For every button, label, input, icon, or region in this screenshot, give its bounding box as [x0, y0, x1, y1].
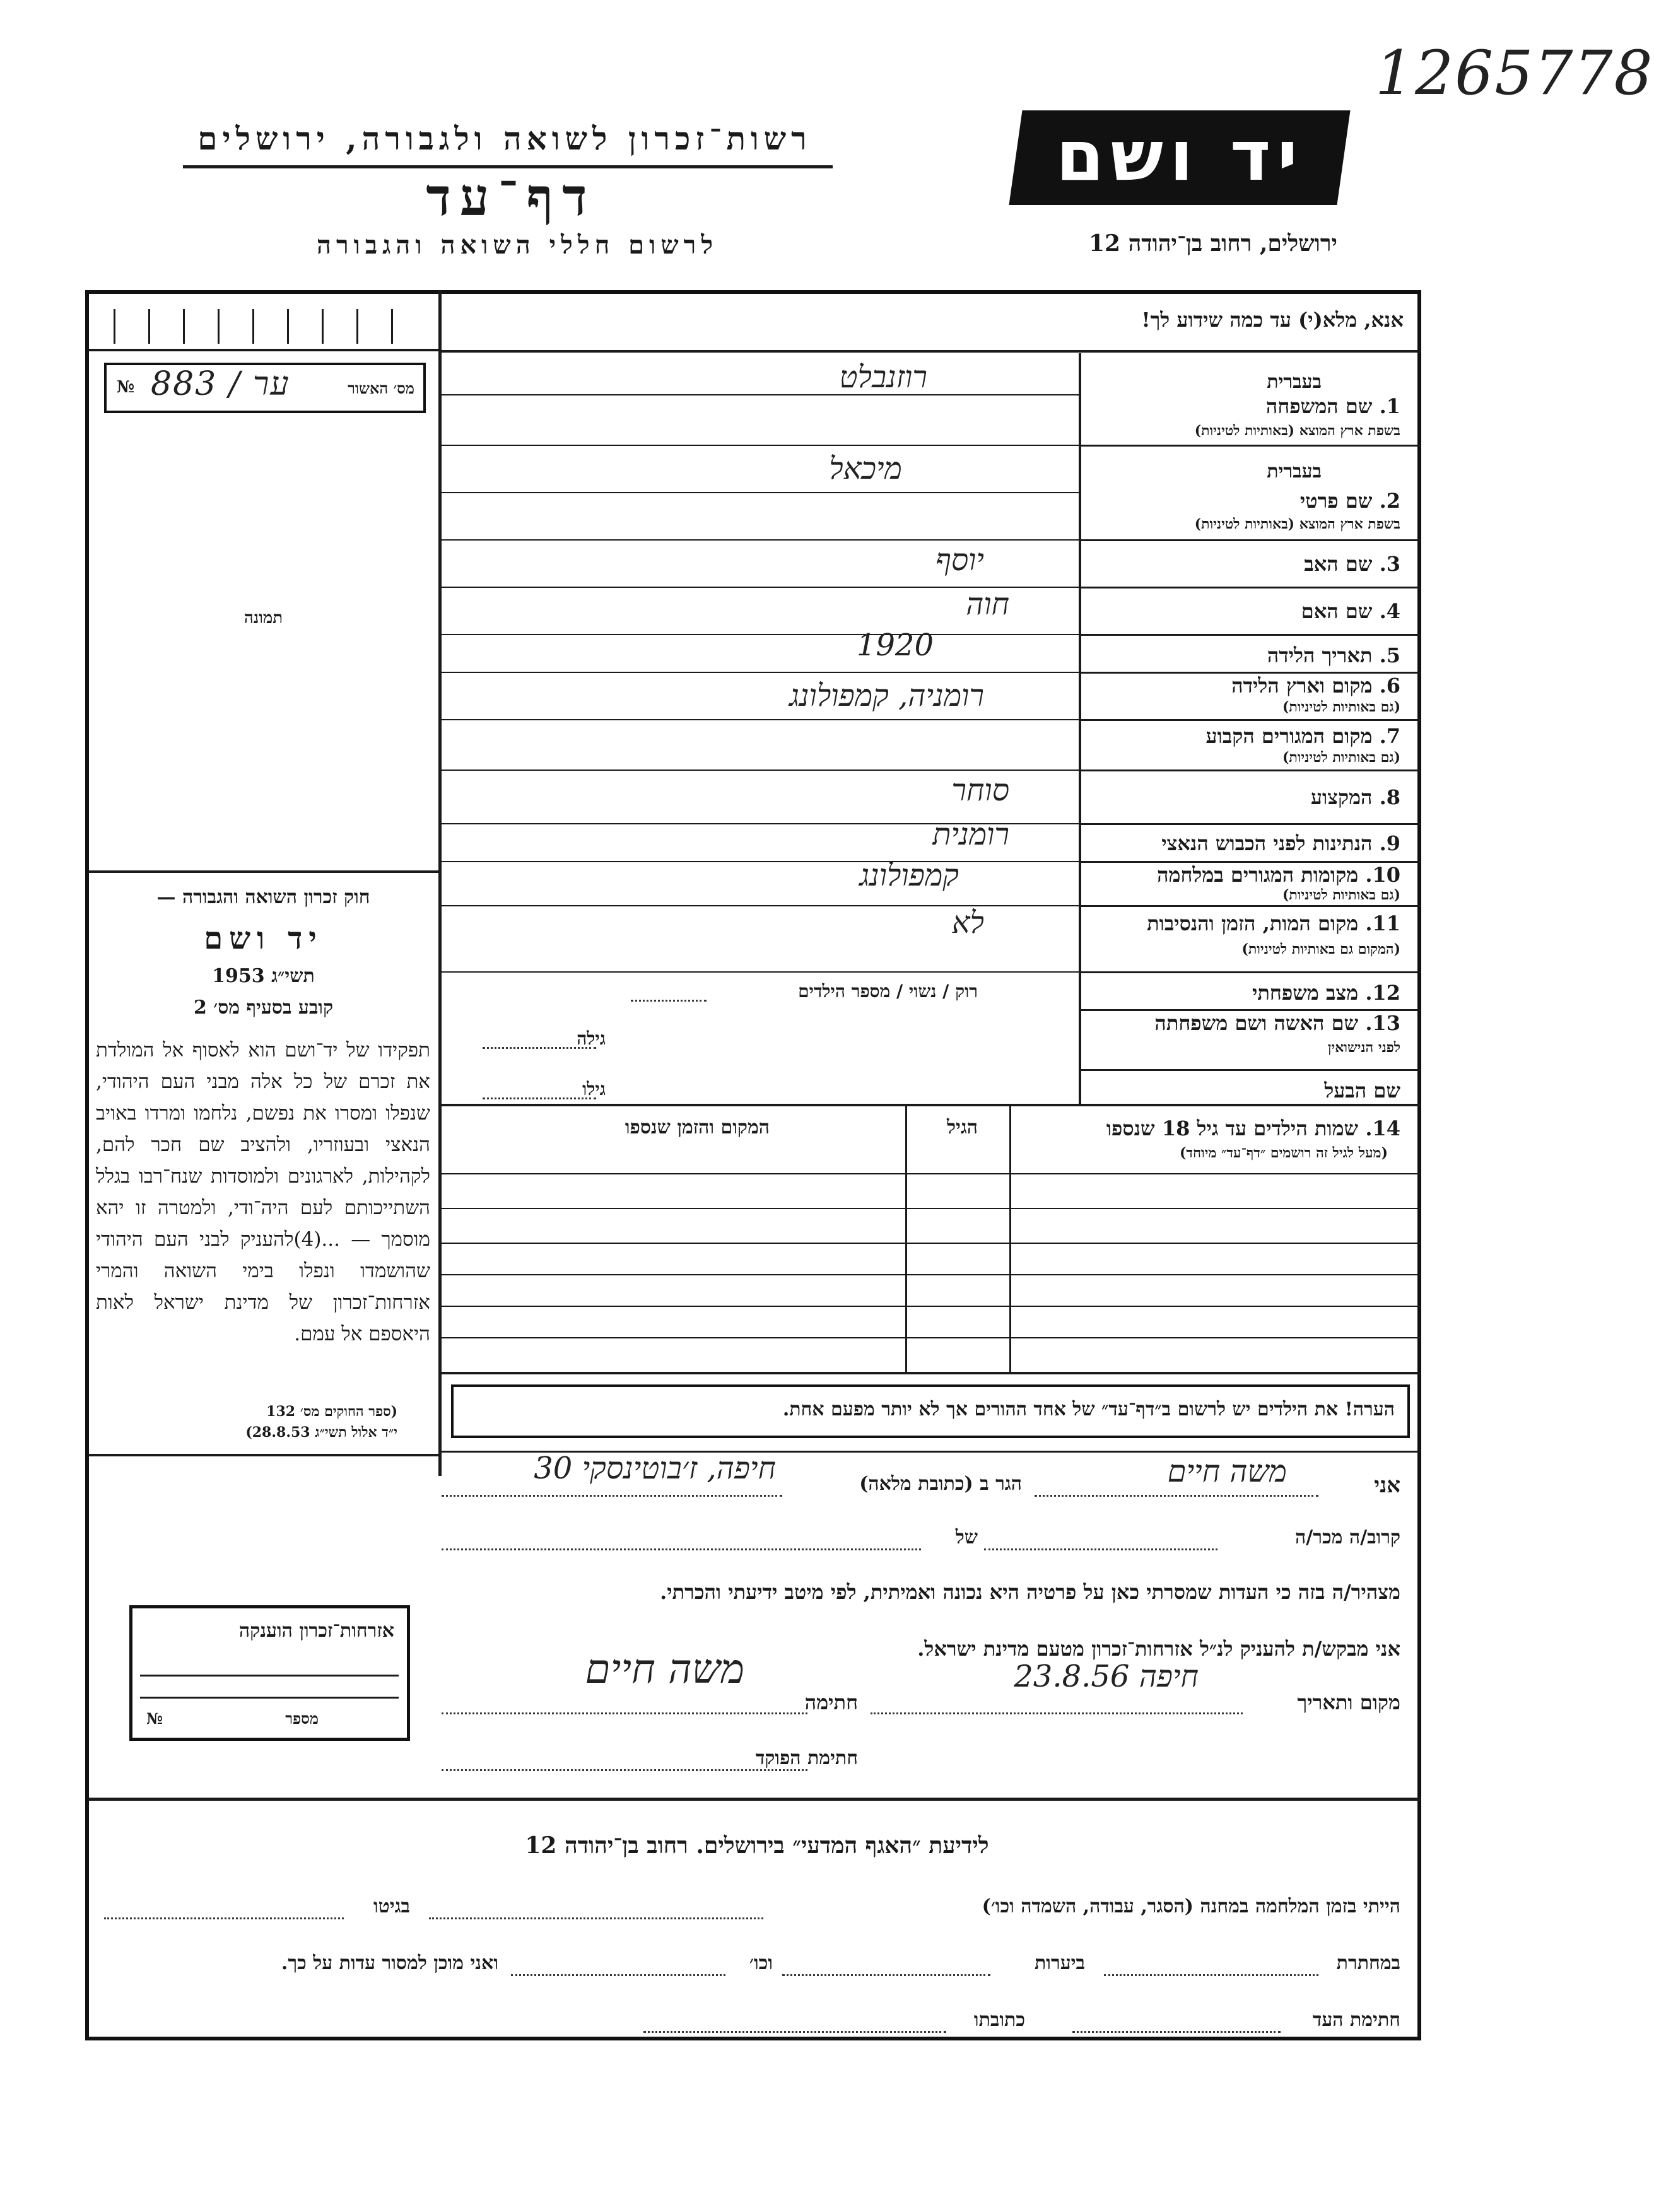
children-top-rule [438, 1104, 1421, 1106]
father-name-value[interactable]: יוסף [935, 542, 984, 578]
yad-vashem-logo [1009, 110, 1350, 205]
ghetto-label: בגיטו [373, 1895, 410, 1917]
entry-rule [442, 861, 1079, 862]
law-bottom-rule [88, 1454, 442, 1456]
certificate-title: אזרחות־זכרון הוענקה [238, 1620, 394, 1642]
wife-age-line[interactable] [483, 1047, 596, 1049]
field-3-label: 3. שם האב [1304, 552, 1400, 576]
relative-label: קרוב/ה מכר/ה [1295, 1526, 1400, 1548]
field-7-sub: (גם באותיות לטיניות) [1282, 749, 1400, 766]
column-place-time-header: המקום והזמן שנספו [625, 1116, 770, 1138]
law-ref-1: (ספר החוקים מס׳ 132 [266, 1403, 397, 1420]
row-sep [1079, 770, 1421, 771]
row-sep [1079, 445, 1421, 447]
form-intro: אנא, מלא(י) עד כמה שידוע לך! [1141, 308, 1404, 332]
certificate-no-symbol: № [146, 1709, 163, 1728]
law-text: תפקידו של יד־ושם הוא לאסוף אל המולדת את זכרם של כל אלה מבני העם היהודי, שנפלו ומסרו את נפשם, נלחמו ומרדו באויב הנאצי ובעוזריו, ולהציב שם חכר להם, לקהילות, לארגונים ולמוסדות שנח־רבו בגלל השתייכותם לעם היה־ודי, ולמטרה זו יהא מוסמך — ...(4)להעניק לבני העם היהודי שהושמדו ונפלו בימי השואה והמרי אזרחות־זכרון של מדינת ישראל לאות היאספם אל עמם. [96, 1039, 430, 1345]
witness-signature-line[interactable] [1072, 2031, 1281, 2033]
certificate-box [129, 1605, 410, 1741]
children-row-line [442, 1337, 1421, 1338]
row-sep [1079, 719, 1421, 721]
children-count-line[interactable] [631, 1000, 707, 1002]
declarant-name-line[interactable] [1035, 1495, 1318, 1497]
logo-text: יד ושם [1055, 115, 1304, 196]
profession-value[interactable]: סוחר [951, 773, 1009, 808]
photo-label: תמונה [243, 609, 283, 628]
note-text: הערה! את הילדים יש לרשום ב״דף־עד״ של אחד ההורים אך לא יותר מפעם אחת. [782, 1398, 1395, 1420]
label-column-divider [1079, 353, 1081, 1104]
field-8-label: 8. המקצוע [1310, 785, 1400, 809]
children-name-col [1009, 1104, 1011, 1372]
of-line[interactable] [442, 1548, 921, 1550]
family-name-value[interactable]: רוזנבלט [839, 360, 927, 395]
signature-line[interactable] [442, 1712, 807, 1714]
entry-rule [442, 672, 1079, 673]
footer-rule [88, 1798, 1421, 1801]
row-sep [1079, 905, 1421, 907]
children-row-line [442, 1243, 1421, 1244]
approval-box [104, 363, 426, 413]
birth-date-value[interactable]: 1920 [856, 628, 934, 663]
children-row-line [442, 1274, 1421, 1275]
row-sep [1079, 539, 1421, 541]
officer-signature-line[interactable] [442, 1769, 807, 1771]
row-sep [1079, 971, 1421, 973]
children-row-line [442, 1173, 1421, 1174]
declarant-name-value[interactable]: משה חיים [1167, 1454, 1287, 1489]
family-status-options: רוק / נשוי / מספר הילדים [798, 981, 978, 1002]
field-9-label: 9. הנתינות לפני הכבוש הנאצי [1161, 831, 1400, 855]
entry-rule [442, 971, 1079, 973]
field-6-label: 6. מקום וארץ הלידה [1231, 674, 1400, 698]
ghetto-line[interactable] [104, 1917, 344, 1919]
law-clause: קובע בסעיף מס׳ 2 [193, 997, 334, 1019]
underground-label: במחתרת [1336, 1952, 1400, 1974]
children-age-col [905, 1104, 907, 1372]
place-date-label: מקום ותאריך [1297, 1690, 1400, 1714]
death-place-value[interactable]: לא [951, 905, 984, 940]
residing-label: הגר ב (כתובת מלאה) [859, 1473, 1022, 1495]
field-12-label: 12. מצב משפחתי [1252, 981, 1400, 1005]
field-14-label: 14. שמות הילדים עד גיל 18 שנספו [1106, 1116, 1400, 1140]
of-label: של [955, 1526, 978, 1548]
forests-label: ביערות [1034, 1952, 1085, 1974]
declare-text: מצהיר/ה בזה כי העדות שמסרתי כאן על פרטיה היא נכונה ואמיתית, לפי מיטב ידיעתי והכרתי. [660, 1580, 1400, 1604]
punch-rule [88, 349, 438, 351]
note-top-rule [442, 1372, 1421, 1374]
address-label: כתובתו [973, 2009, 1025, 2031]
first-name-value[interactable]: מיכאל [829, 451, 902, 486]
field-7-label: 7. מקום המגורים הקבוע [1205, 724, 1400, 748]
wartime-residence-value[interactable]: קמפולונג [859, 858, 959, 893]
entry-rule [442, 539, 1079, 541]
archive-number: 1265778 [1375, 38, 1654, 108]
entry-rule [442, 770, 1079, 771]
law-top-rule [88, 870, 438, 873]
field-10-sub: (גם באותיות לטיניות) [1282, 887, 1400, 903]
birth-place-value[interactable]: רומניה, קמפולונג [789, 678, 984, 713]
field-6-sub: (גם באותיות לטיניות) [1282, 699, 1400, 715]
husband-label: שם הבעל [1324, 1079, 1400, 1103]
field-13-sub: לפני הנישואין [1327, 1039, 1400, 1056]
mother-name-value[interactable]: חוה [966, 587, 1009, 622]
entry-rule [442, 719, 1079, 720]
underground-line[interactable] [1104, 1974, 1318, 1976]
entry-rule [442, 634, 1079, 635]
field-10-label: 10. מקומות המגורים במלחמה [1157, 863, 1400, 887]
witness-address-line[interactable] [643, 2031, 946, 2033]
camp-line[interactable] [429, 1917, 763, 1919]
camp-line-text: הייתי בזמן המלחמה במחנה (הסגר, עבודה, השמדה וכו׳) [982, 1895, 1400, 1917]
left-column-divider [438, 290, 442, 1476]
punch-ticks [101, 309, 429, 347]
husband-age-label: גילו [582, 1079, 606, 1099]
place-date-value[interactable]: חיפה 23.8.56 [1014, 1659, 1199, 1694]
entry-rule [442, 445, 1079, 446]
field-13-label: 13. שם האשה ושם משפחתה [1154, 1011, 1400, 1035]
field-2-label: 2. שם פרטי [1299, 489, 1400, 513]
field-2-sub: בשפת ארץ המוצא (באותיות לטיניות) [1194, 516, 1400, 532]
request-text: אני מבקש/ת להעניק לנ״ל אזרחות־זכרון מטעם מדינת ישראל. [917, 1637, 1400, 1661]
form-title: דף־עד [426, 167, 596, 228]
husband-age-line[interactable] [483, 1097, 596, 1099]
field-14-sub: (מעל לגיל זה רושמים ״דף־עד״ מיוחד) [1179, 1145, 1388, 1161]
signature-value[interactable]: משה חיים [585, 1646, 744, 1693]
children-row-line [442, 1208, 1421, 1209]
row-sep [1079, 1069, 1421, 1071]
etc-line[interactable] [511, 1974, 725, 1976]
field-5-label: 5. תאריך הלידה [1267, 643, 1400, 667]
nationality-value[interactable]: רומנית [932, 817, 1009, 852]
entry-rule [442, 492, 1079, 493]
field-1-sub: בשפת ארץ המוצא (באותיות לטיניות) [1194, 423, 1400, 439]
entry-rule [442, 394, 1079, 395]
row-sep [1079, 634, 1421, 636]
law-name: יד ושם [204, 921, 323, 956]
intro-rule [438, 350, 1421, 353]
children-row-line [442, 1306, 1421, 1307]
place-date-line[interactable] [871, 1712, 1243, 1714]
signature-label: חתימה [804, 1690, 858, 1714]
etc-label: וכו׳ [749, 1952, 773, 1974]
law-year: תשי״ג 1953 [212, 965, 315, 987]
approval-label: מס׳ האשור [348, 379, 414, 397]
header-address: ירושלים, רחוב בן־יהודה 12 [1088, 230, 1337, 257]
declarant-address-line[interactable] [442, 1495, 782, 1497]
relative-line[interactable] [984, 1548, 1217, 1550]
i-label: אני [1374, 1473, 1400, 1498]
info-title: לידיעת ״האגף המדעי״ בירושלים. רחוב בן־יהודה 12 [525, 1832, 989, 1859]
row-sep [1079, 823, 1421, 825]
in-hebrew-label-1: בעברית [1267, 371, 1322, 393]
law-title: חוק זכרון השואה והגבורה — [156, 886, 370, 908]
witness-signature-label: חתימת העד [1312, 2009, 1400, 2031]
note-box [451, 1384, 1410, 1438]
officer-signature-label: חתימת הפוקד [755, 1747, 858, 1769]
forests-line[interactable] [782, 1974, 990, 1976]
wife-age-label: גילה [577, 1028, 606, 1049]
row-sep [1079, 587, 1421, 588]
field-11-sub: (המקום גם באותיות לטיניות) [1241, 941, 1400, 957]
column-age-header: הגיל [946, 1116, 978, 1138]
field-4-label: 4. שם האם [1301, 599, 1400, 623]
approval-no-symbol: № [117, 378, 135, 397]
approval-value: 883 / ער [151, 365, 290, 403]
law-ref-2: י״ד אלול תשי״ג 28.8.53) [245, 1424, 397, 1441]
ready-text: ואני מוכן למסור עדות על כך. [281, 1952, 498, 1974]
field-11-label: 11. מקום המות, הזמן והנסיבות [1147, 911, 1400, 935]
form-subtitle: לרשום חללי השואה והגבורה [316, 230, 718, 260]
field-1-label: 1. שם המשפחה [1265, 394, 1400, 418]
declarant-address-value[interactable]: חיפה, ז׳בוטינסקי 30 [534, 1451, 776, 1486]
certificate-number-label: מספר [285, 1709, 319, 1728]
authority-line: רשות־זכרון לשואה ולגבורה, ירושלים [197, 120, 812, 157]
in-hebrew-label-2: בעברית [1267, 460, 1322, 483]
